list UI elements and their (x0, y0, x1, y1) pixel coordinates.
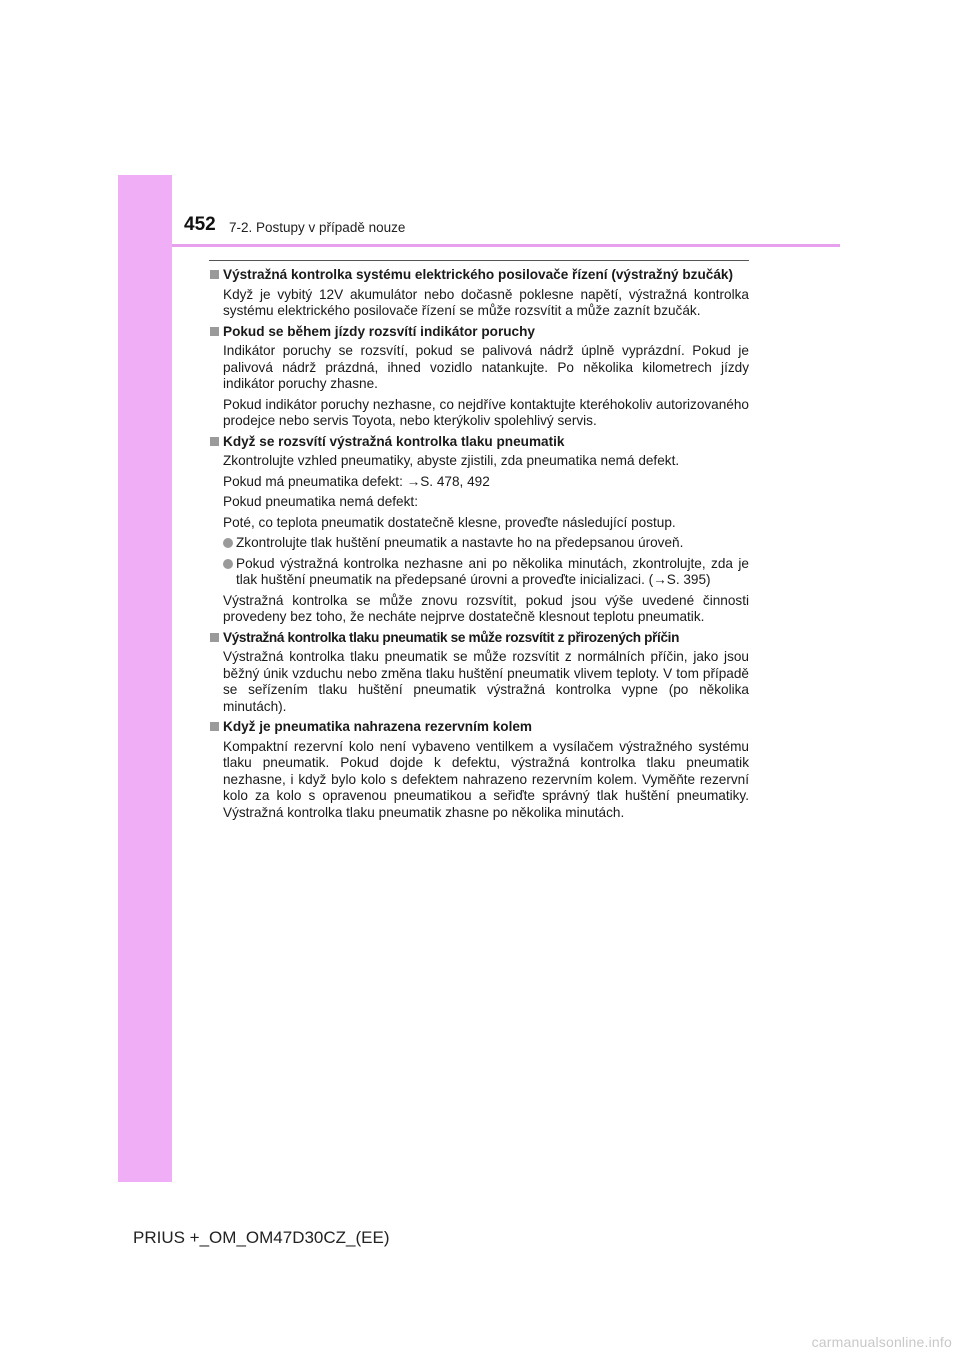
item-heading-text: Když se rozsvítí výstražná kontrolka tlaku pneumatik (223, 433, 565, 449)
bullet-item (223, 535, 749, 552)
item-tire-pressure-warning (209, 434, 749, 626)
paragraph: Kompaktní rezervní kolo není vybaveno ventilkem a vysílačem výstražného systému tlaku pneumatik. Pokud dojde k defektu, výstražná kontrolka tlaku pneumatik nezhasne, i když bylo kolo s defektem nahrazeno rezervním kolem. Vyměňte rezervní kolo za kolo s opravenou pneumatikou a seřiďte správný tlak huštění pneumatiky. Výstražná kontrolka tlaku pneumatik zhasne po několika minutách. (223, 738, 749, 820)
paragraph: Pokud má pneumatika defekt: →S. 478, 492 (223, 473, 490, 489)
item-heading-text: Výstražná kontrolka systému elektrického posilovače řízení (výstražný bzučák) (223, 267, 733, 282)
square-bullet-icon (210, 722, 219, 731)
bullet-text: Pokud výstražná kontrolka nezhasne ani po několika minutách, zkontrolujte, zda je tlak huštění pneumatik na předepsané úrovni a proveďte inicializaci. (→S. 395) (236, 555, 749, 587)
section-title: 7-2. Postupy v případě nouze (229, 220, 406, 235)
page-number: 452 (184, 214, 216, 235)
item-power-steering (209, 267, 749, 320)
item-heading (209, 630, 749, 647)
item-malfunction-indicator (209, 324, 749, 430)
paragraph: Indikátor poruchy se rozsvítí, pokud se palivová nádrž úplně vyprázdní. Pokud je palivová nádrž prázdná, ihned vozidlo natankujte. Po několika kilometrech jízdy indikátor poruchy zhasne. (223, 343, 749, 391)
bullet-item (223, 556, 749, 589)
bullet-text: Zkontrolujte tlak huštění pneumatik a nastavte ho na předepsanou úroveň. (236, 535, 684, 550)
square-bullet-icon (210, 327, 219, 336)
item-spare-wheel (209, 719, 749, 821)
item-heading (209, 434, 749, 451)
circle-bullet-icon (223, 538, 233, 548)
paragraph: Pokud pneumatika nemá defekt: (223, 494, 418, 509)
content-top-rule (209, 260, 749, 261)
paragraph: Když je vybitý 12V akumulátor nebo dočasně poklesne napětí, výstražná kontrolka systému elektrického posilovače řízení se může rozsvítit a může zaznít bzučák. (223, 286, 749, 318)
item-natural-causes (209, 630, 749, 716)
paragraph: Výstražná kontrolka tlaku pneumatik se může rozsvítit z normálních příčin, jako jsou běžný únik vzduchu nebo změna tlaku huštění pneumatik vlivem teploty. V tom případě se seřízením tlaku huštění pneumatik výstražná kontrolka vypne (po několika minutách). (223, 649, 749, 714)
paragraph: Poté, co teplota pneumatik dostatečně klesne, proveďte následující postup. (223, 514, 676, 530)
item-heading (209, 719, 749, 736)
item-heading-text: Výstražná kontrolka tlaku pneumatik se může rozsvítit z přirozených příčin (223, 629, 680, 645)
square-bullet-icon (210, 270, 219, 279)
footer-document-code: PRIUS +_OM_OM47D30CZ_(EE) (133, 1228, 390, 1247)
item-heading (209, 324, 749, 341)
paragraph: Výstražná kontrolka se může znovu rozsvítit, pokud jsou výše uvedené činnosti provedeny bez toho, že necháte nejprve dostatečně klesnout teplotu pneumatik. (223, 592, 749, 624)
paragraph: Zkontrolujte vzhled pneumatiky, abyste zjistili, zda pneumatika nemá defekt. (223, 453, 680, 468)
chapter-sidebar-tab (118, 175, 172, 1182)
paragraph: Pokud indikátor poruchy nezhasne, co nejdříve kontaktujte kteréhokoliv autorizovaného prodejce nebo servis Toyota, nebo kterýkoliv spolehlivý servis. (223, 396, 749, 428)
square-bullet-icon (210, 633, 219, 642)
watermark: carmanualsonline.info (811, 1334, 952, 1350)
header-rule (172, 244, 840, 247)
square-bullet-icon (210, 437, 219, 446)
item-heading (209, 267, 749, 284)
item-heading-text: Když je pneumatika nahrazena rezervním kolem (223, 719, 532, 734)
item-heading-text: Pokud se během jízdy rozsvítí indikátor poruchy (223, 323, 535, 339)
circle-bullet-icon (223, 559, 233, 569)
content (209, 267, 749, 825)
